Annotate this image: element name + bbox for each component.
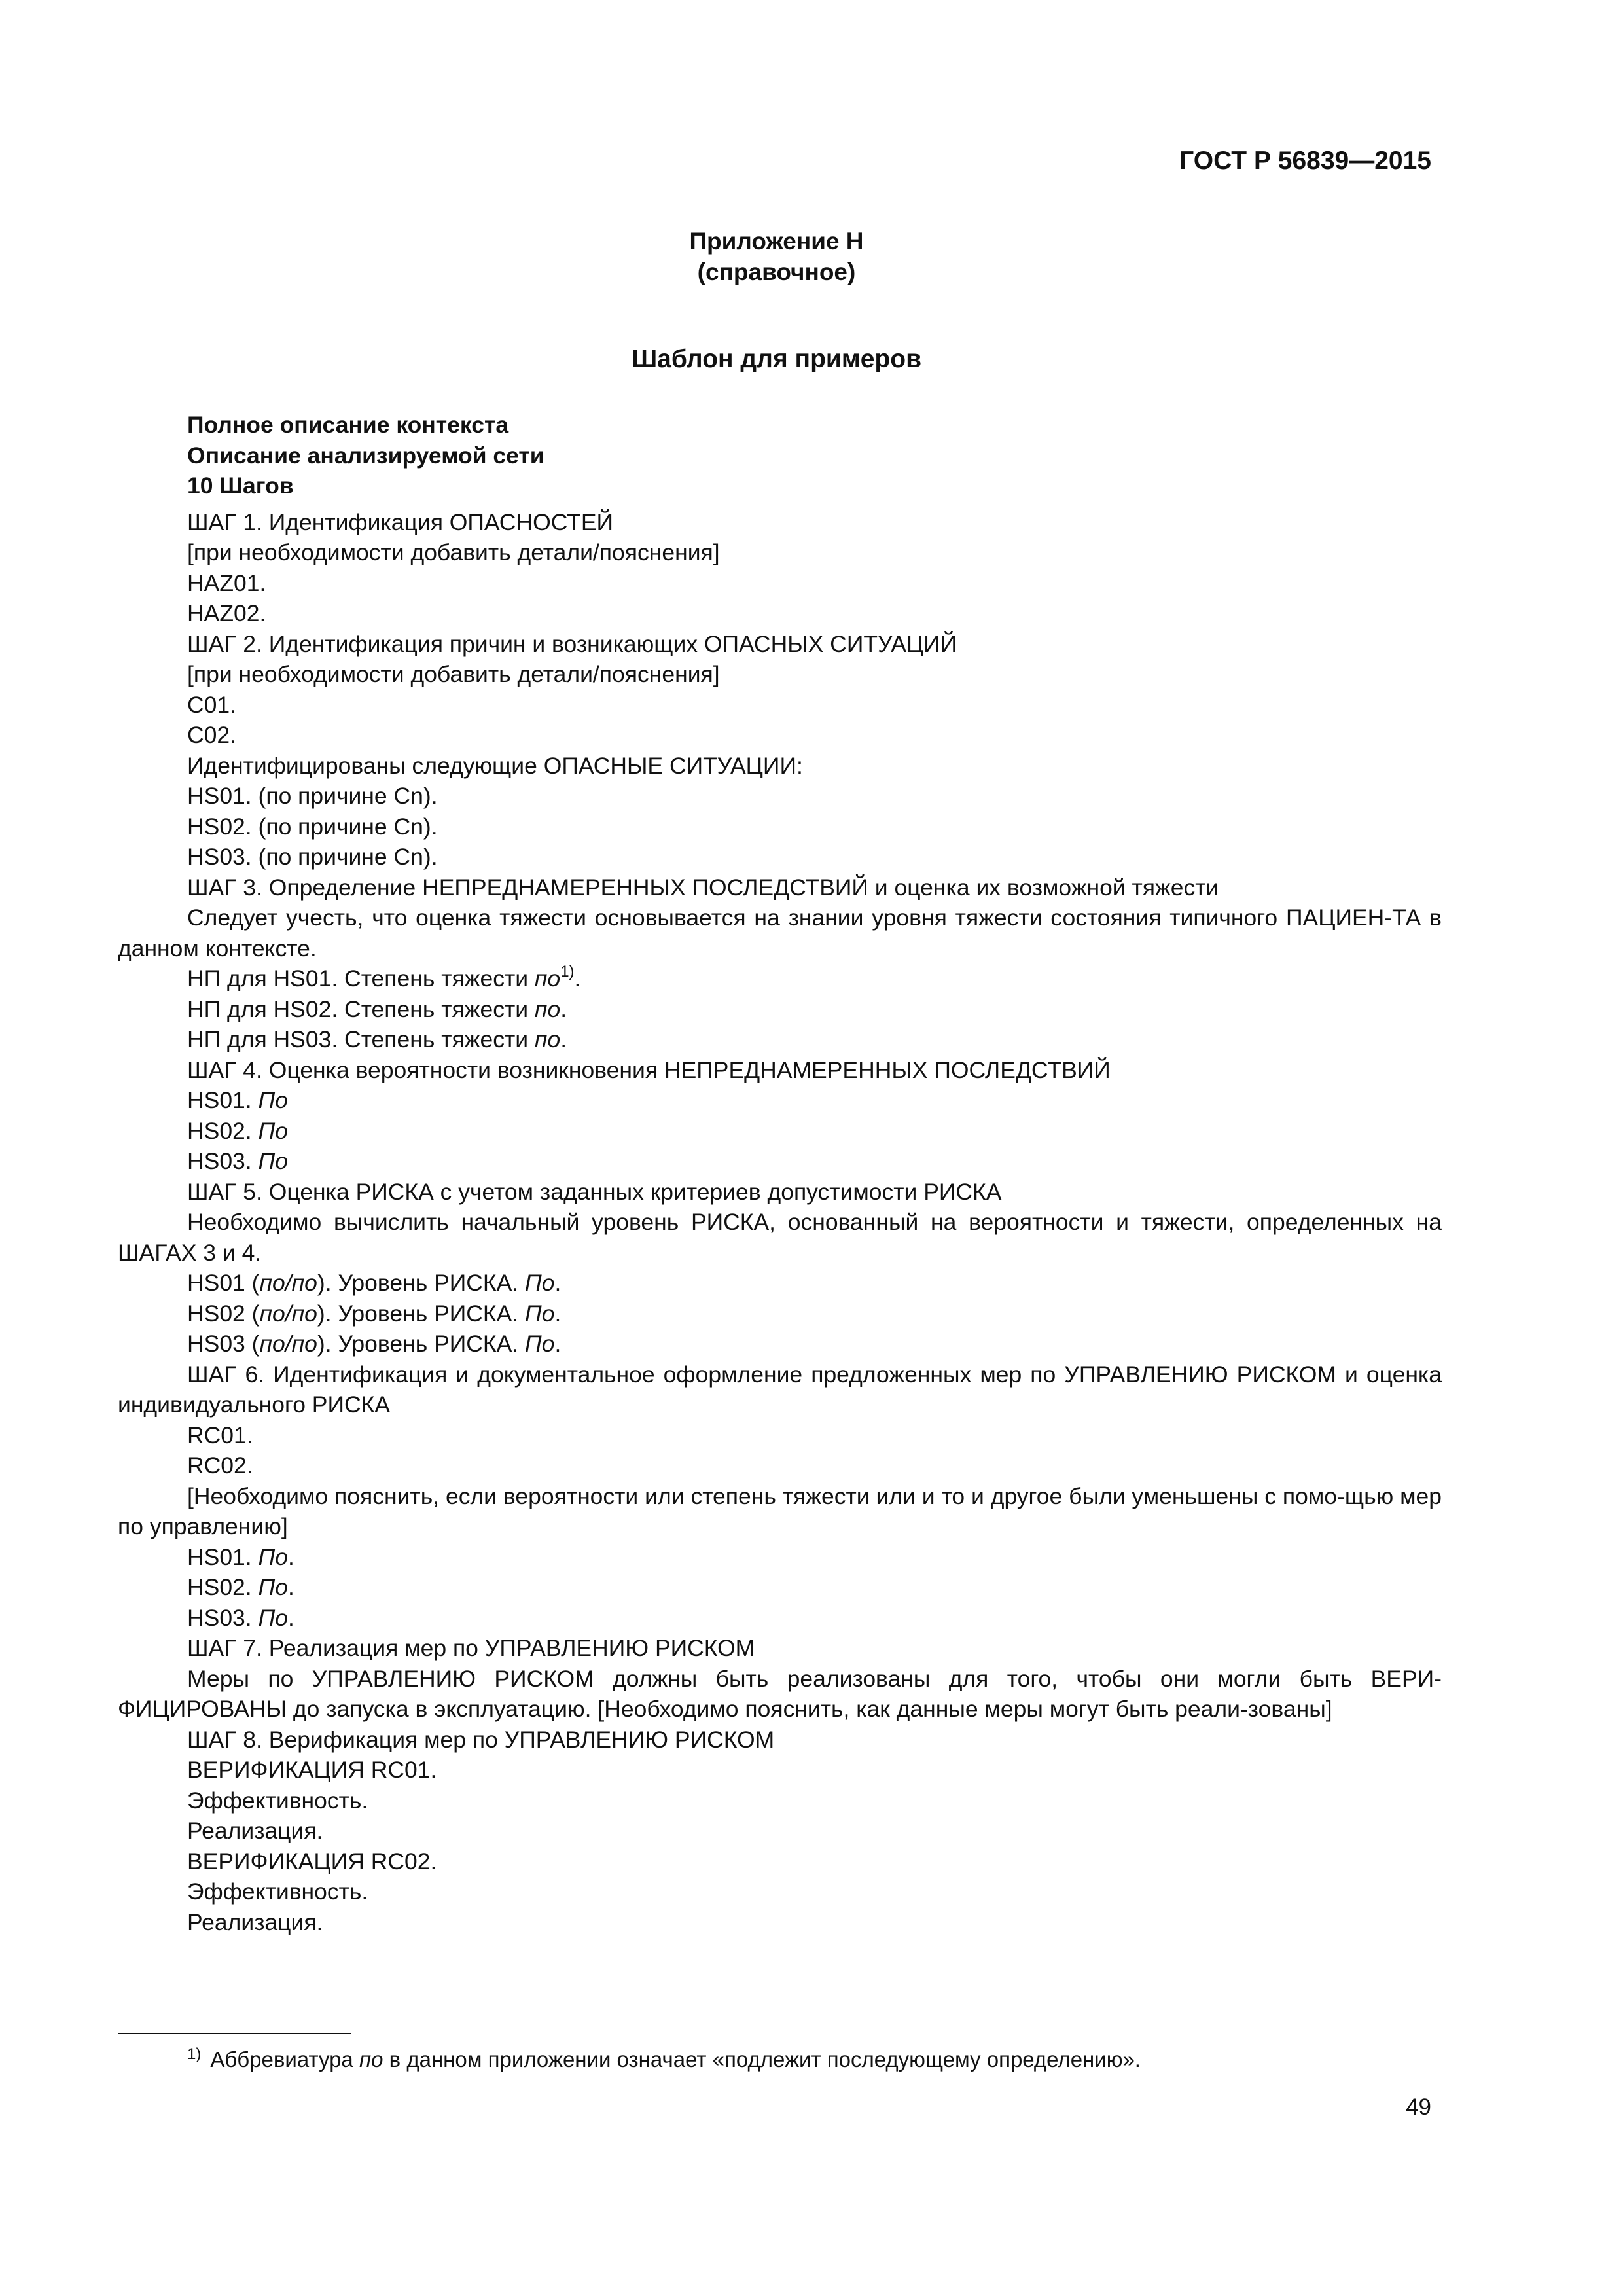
list-item: Реализация. [187, 1818, 323, 1844]
footnote-ref: 1) [560, 963, 575, 980]
abbr-po: По [258, 1117, 289, 1144]
list-item: С02. [187, 722, 236, 748]
list-item [187, 963, 1442, 994]
paragraph: Следует учесть, что оценка тяжести основывается на знании уровня тяжести состояния типичного ПАЦИЕН-ТА в данном контексте. [118, 905, 1442, 961]
text-line: Идентифицированы следующие ОПАСНЫЕ СИТУАЦИИ: [187, 752, 803, 779]
list-item [187, 1146, 1442, 1177]
list-item: Эффективность. [187, 1878, 368, 1905]
abbr-po: По [258, 1087, 289, 1113]
note-line: [при необходимости добавить детали/пояснения] [187, 661, 720, 687]
list-item: RC01. [187, 1422, 253, 1448]
text-span: . [288, 1604, 294, 1631]
heading-context: Полное описание контекста [187, 412, 509, 438]
list-item [187, 1329, 1442, 1359]
abbr-po: По [525, 1331, 555, 1357]
text-span: . [554, 1270, 562, 1296]
document-code: ГОСТ Р 56839—2015 [1179, 147, 1431, 175]
abbr-popo: по/по [259, 1300, 317, 1327]
appendix-heading [0, 226, 1553, 287]
list-item: С01. [187, 691, 236, 718]
step-3: ШАГ 3. Определение НЕПРЕДНАМЕРЕННЫХ ПОСЛЕДСТВИЙ и оценка их возможной тяжести [187, 874, 1219, 901]
footnote-text-pre: Аббревиатура [210, 2047, 353, 2072]
text-span: HS02. [187, 1117, 252, 1144]
paragraph: [Необходимо пояснить, если вероятности или степень тяжести или и то и другое были уменьшены с помо-щью мер по управлению] [118, 1482, 1442, 1539]
appendix-label: Приложение Н [689, 228, 864, 255]
abbr-po: По [258, 1543, 289, 1570]
list-item: RC02. [187, 1452, 253, 1479]
text-span: HS01. [187, 1087, 252, 1113]
text-span: ). Уровень РИСКА. [317, 1270, 519, 1296]
abbr-po: По [525, 1270, 555, 1296]
document-body [118, 410, 1442, 1937]
list-item: Реализация. [187, 1909, 323, 1935]
paragraph: Меры по УПРАВЛЕНИЮ РИСКОМ должны быть реализованы для того, чтобы они могли быть ВЕРИ-ФИЦИРОВАНЫ до запуска в эксплуатацию. [Необходимо пояснить, как данные меры могут быть реали-зованы] [118, 1665, 1442, 1722]
text-span: HS03. [187, 1148, 252, 1174]
footnote-text-post: в данном приложении означает «подлежит последующему определению». [389, 2047, 1141, 2072]
abbr-po: По [525, 1300, 555, 1327]
list-item: Эффективность. [187, 1787, 368, 1814]
list-item: HS03. (по причине Сn). [187, 844, 438, 870]
list-item: HS02. (по причине Сn). [187, 813, 438, 840]
step-8: ШАГ 8. Верификация мер по УПРАВЛЕНИЮ РИСКОМ [187, 1726, 775, 1753]
text-span: НП для HS01. Степень тяжести [187, 965, 529, 992]
text-span: . [574, 965, 581, 992]
text-span: HS01. [187, 1543, 252, 1570]
heading-network: Описание анализируемой сети [187, 442, 544, 469]
footnote [187, 2045, 1141, 2074]
list-item: HAZ01. [187, 569, 266, 596]
text-span: HS02. [187, 1574, 252, 1600]
text-span: . [288, 1543, 294, 1570]
footnote-abbr: по [359, 2047, 383, 2072]
step-1: ШАГ 1. Идентификация ОПАСНОСТЕЙ [187, 509, 614, 535]
text-span: НП для HS02. Степень тяжести [187, 996, 529, 1022]
text-span: . [560, 1026, 567, 1052]
list-item [187, 994, 1442, 1025]
abbr-popo: по/по [259, 1331, 317, 1357]
list-item: ВЕРИФИКАЦИЯ RC02. [187, 1848, 437, 1874]
list-item [187, 1268, 1442, 1299]
list-item: HAZ02. [187, 600, 266, 626]
list-item: ВЕРИФИКАЦИЯ RC01. [187, 1757, 437, 1783]
abbr-po: По [258, 1148, 289, 1174]
heading-steps: 10 Шагов [187, 473, 294, 499]
list-item [187, 1024, 1442, 1055]
list-item [187, 1299, 1442, 1329]
step-5: ШАГ 5. Оценка РИСКА с учетом заданных критериев допустимости РИСКА [187, 1178, 1002, 1205]
text-span: . [554, 1300, 562, 1327]
appendix-title: Шаблон для примеров [631, 345, 922, 373]
text-span: . [288, 1574, 294, 1600]
abbr-po: По [258, 1574, 289, 1600]
abbr-po: по [534, 1026, 561, 1052]
step-7: ШАГ 7. Реализация мер по УПРАВЛЕНИЮ РИСКОМ [187, 1635, 755, 1661]
note-line: [при необходимости добавить детали/пояснения] [187, 539, 720, 565]
footnote-divider [118, 2033, 351, 2034]
step-2: ШАГ 2. Идентификация причин и возникающих ОПАСНЫХ СИТУАЦИЙ [187, 630, 957, 657]
list-item: HS01. (по причине Сn). [187, 783, 438, 809]
abbr-po: по [534, 996, 561, 1022]
text-span: ). Уровень РИСКА. [317, 1331, 519, 1357]
abbr-po: По [258, 1604, 289, 1631]
text-span: HS03. [187, 1604, 252, 1631]
list-item [187, 1603, 1442, 1634]
step-6: ШАГ 6. Идентификация и документальное оформление предложенных мер по УПРАВЛЕНИЮ РИСКОМ и оценка индивидуального РИСКА [118, 1361, 1442, 1418]
text-span: HS03 ( [187, 1331, 260, 1357]
text-span: HS02 ( [187, 1300, 260, 1327]
text-span: . [554, 1331, 562, 1357]
text-span: ). Уровень РИСКА. [317, 1300, 519, 1327]
text-span: . [560, 996, 567, 1022]
list-item [187, 1542, 1442, 1573]
text-span: НП для HS03. Степень тяжести [187, 1026, 529, 1052]
text-span: HS01 ( [187, 1270, 260, 1296]
list-item [187, 1116, 1442, 1147]
paragraph: Необходимо вычислить начальный уровень РИСКА, основанный на вероятности и тяжести, определенных на ШАГАХ 3 и 4. [118, 1209, 1442, 1266]
list-item [187, 1085, 1442, 1116]
page-number: 49 [1406, 2094, 1431, 2120]
abbr-popo: по/по [259, 1270, 317, 1296]
appendix-type: (справочное) [697, 259, 856, 285]
list-item [187, 1572, 1442, 1603]
abbr-po: по [534, 965, 561, 992]
step-4: ШАГ 4. Оценка вероятности возникновения НЕПРЕДНАМЕРЕННЫХ ПОСЛЕДСТВИЙ [187, 1056, 1111, 1083]
footnote-mark: 1) [187, 2045, 202, 2063]
